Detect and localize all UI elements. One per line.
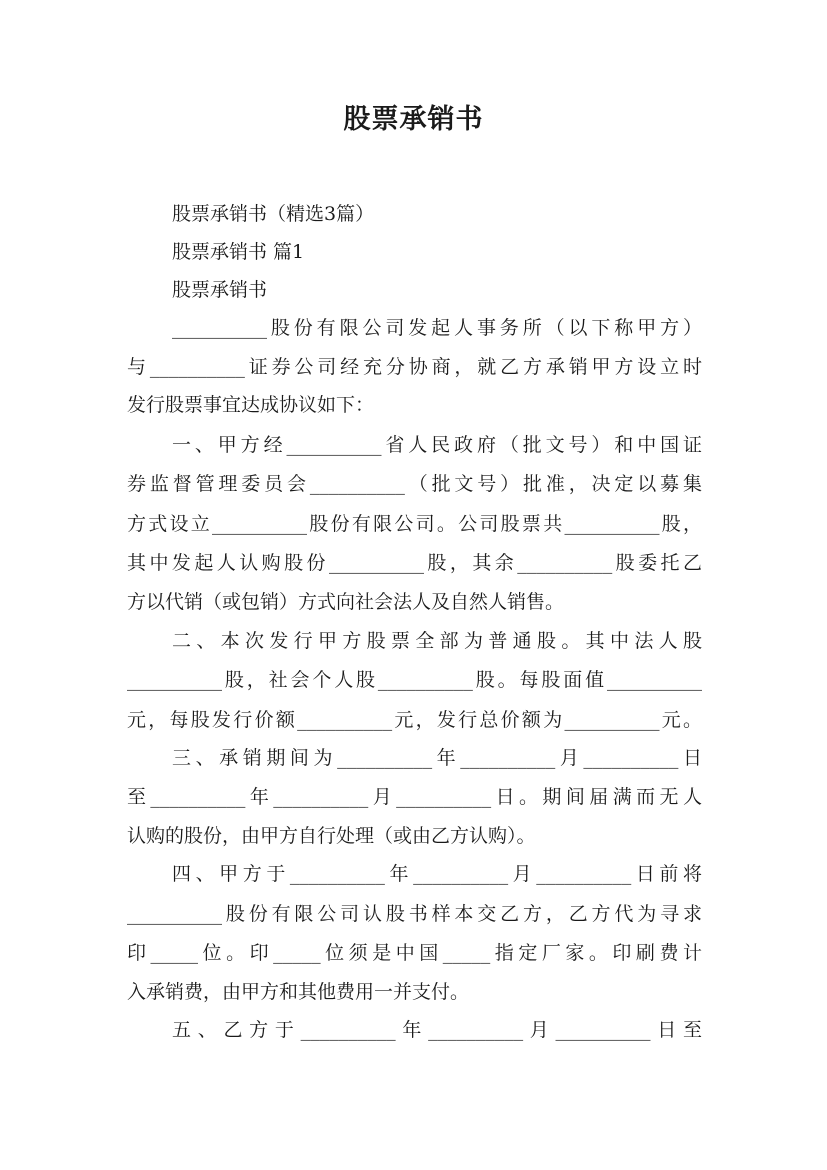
paragraph-line: 认购的股份，由甲方自行处理（或由乙方认购）。 [127, 825, 536, 847]
paragraph-line: __________股份有限公司发起人事务所（以下称甲方） [172, 317, 702, 339]
paragraph-line: 方式设立__________股份有限公司。公司股票共__________股， [127, 513, 702, 535]
paragraph-line: 发行股票事宜达成协议如下： [127, 394, 375, 416]
paragraph-line: 四、甲方于__________年__________月__________日前将 [172, 863, 702, 885]
paragraph-line: 入承销费，由甲方和其他费用一并支付。 [127, 981, 470, 1003]
paragraph-line: 券监督管理委员会__________（批文号）批准，决定以募集 [127, 473, 702, 495]
paragraph-line: 一、甲方经__________省人民政府（批文号）和中国证 [172, 434, 702, 456]
paragraph-line: 印_____位。印_____位须是中国_____指定厂家。印刷费计 [127, 942, 702, 964]
document-title: 股票承销书 [343, 104, 484, 135]
paragraph-line: 三、承销期间为__________年__________月__________日 [172, 747, 702, 769]
paragraph-line: 与__________证券公司经充分协商，就乙方承销甲方设立时 [127, 356, 702, 378]
paragraph-line: 至__________年__________月__________日。期间届满而无人 [127, 786, 702, 808]
paragraph-line: __________股，社会个人股__________股。每股面值__________ [127, 669, 702, 691]
paragraph-line: 二、本次发行甲方股票全部为普通股。其中法人股 [172, 630, 702, 652]
paragraph-line: 方以代销（或包销）方式向社会法人及自然人销售。 [127, 591, 565, 613]
paragraph-line: __________股份有限公司认股书样本交乙方，乙方代为寻求 [127, 903, 702, 925]
subtitle-line: 股票承销书（精选3篇） [172, 203, 375, 225]
paragraph-line: 五、乙方于__________年__________月__________日至 [172, 1019, 702, 1041]
paragraph-line: 其中发起人认购股份__________股，其余__________股委托乙 [127, 552, 702, 574]
paragraph-line: 元，每股发行价额__________元，发行总价额为__________元。 [127, 709, 702, 731]
section-title: 股票承销书 [172, 279, 268, 301]
section-heading: 股票承销书 篇1 [172, 241, 305, 263]
